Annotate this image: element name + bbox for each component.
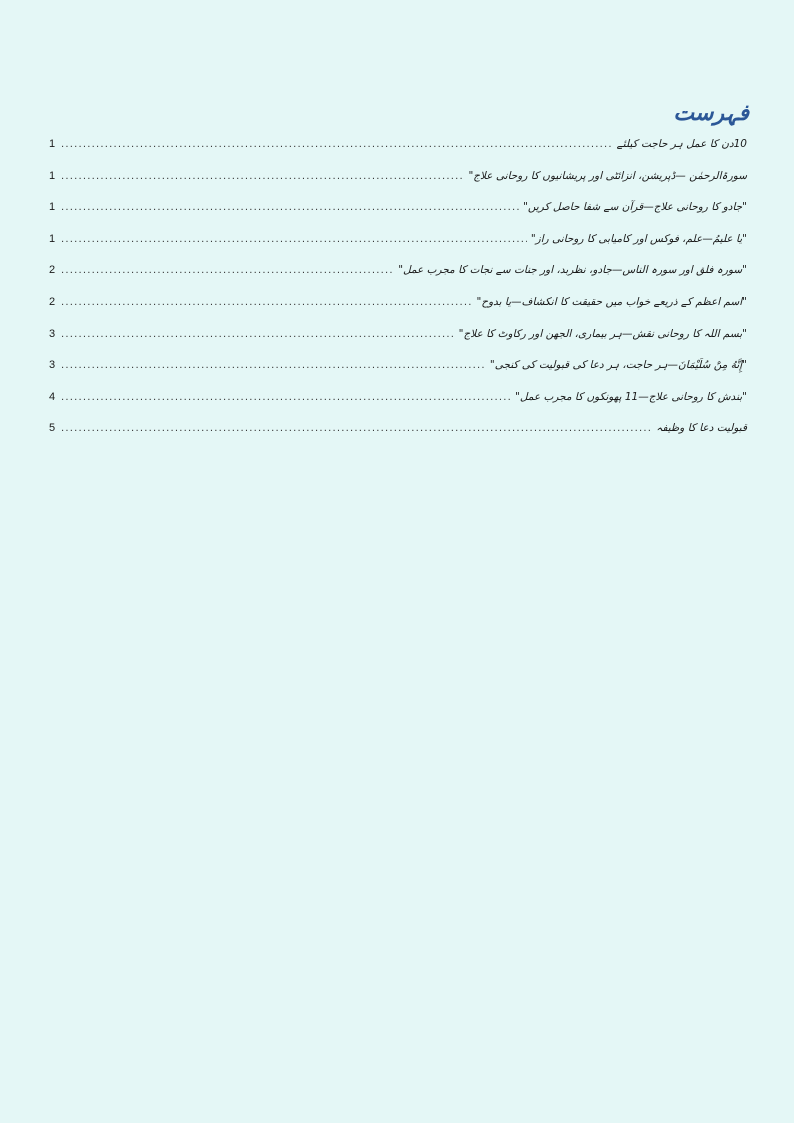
toc-entry-title[interactable]: قبولیت دعا کا وظیفہ — [656, 422, 747, 435]
toc-page-number[interactable]: 3 — [49, 359, 56, 372]
toc-page-number[interactable]: 1 — [49, 138, 56, 150]
dot-leader — [61, 423, 652, 434]
toc-entry[interactable] — [49, 422, 747, 454]
dot-leader — [61, 329, 455, 340]
table-of-contents — [49, 138, 747, 454]
dot-leader — [61, 202, 519, 213]
toc-entry[interactable] — [49, 296, 747, 328]
toc-page-number[interactable]: 3 — [49, 327, 56, 340]
dot-leader — [61, 139, 613, 150]
toc-page-number[interactable]: 1 — [49, 169, 56, 182]
toc-entry[interactable] — [49, 201, 747, 233]
toc-entry[interactable] — [49, 233, 747, 265]
toc-entry[interactable] — [49, 359, 747, 391]
toc-page-number[interactable]: 1 — [49, 232, 56, 245]
dot-leader — [61, 360, 486, 371]
dot-leader — [61, 171, 464, 182]
toc-entry-title[interactable]: "إِنَّهُ مِنْ سُلَيْمَانَ—ہر حاجت، ہر دعا کی قبولیت کی کنجی" — [489, 359, 747, 372]
toc-entry-title[interactable]: 10دن کا عمل ہر حاجت کیلئے — [616, 138, 747, 150]
toc-entry[interactable] — [49, 264, 747, 296]
toc-entry[interactable] — [49, 138, 747, 170]
toc-entry[interactable] — [49, 170, 747, 202]
toc-page-number[interactable]: 5 — [49, 422, 56, 435]
toc-entry[interactable] — [49, 391, 747, 423]
toc-entry-title[interactable]: "جادو کا روحانی علاج—قرآن سے شفا حاصل کریں" — [523, 201, 747, 214]
toc-entry-title[interactable]: "بسم اللہ کا روحانی نقش—ہر بیماری، الجھن اور رکاوٹ کا علاج" — [458, 327, 747, 340]
dot-leader — [61, 392, 511, 403]
toc-entry[interactable] — [49, 328, 747, 360]
toc-page-number[interactable]: 4 — [49, 390, 56, 403]
toc-page-number[interactable]: 2 — [49, 295, 56, 308]
dot-leader — [61, 234, 527, 245]
dot-leader — [61, 265, 394, 276]
toc-entry-title[interactable]: "بندش کا روحانی علاج—11 پھونکوں کا مجرب عمل" — [515, 390, 747, 403]
toc-entry-title[interactable]: سورۃالرحمٰن —ڈپریشن، انزائٹی اور پریشانیوں کا روحانی علاج" — [468, 169, 747, 182]
toc-page-number[interactable]: 1 — [49, 201, 56, 214]
toc-entry-title[interactable]: "یا علیمُ—علم، فوکس اور کامیابی کا روحانی راز" — [530, 232, 747, 245]
toc-entry-title[interactable]: "اسم اعظم کے ذریعے خواب میں حقیقت کا انکشاف—یا بدوح" — [476, 295, 747, 308]
toc-page-number[interactable]: 2 — [49, 264, 56, 277]
toc-entry-title[interactable]: "سورہ فلق اور سورہ الناس—جادو، نظربد، اور جنات سے نجات کا مجرب عمل" — [398, 264, 747, 277]
toc-heading: فہرست — [673, 100, 749, 126]
dot-leader — [61, 297, 472, 308]
